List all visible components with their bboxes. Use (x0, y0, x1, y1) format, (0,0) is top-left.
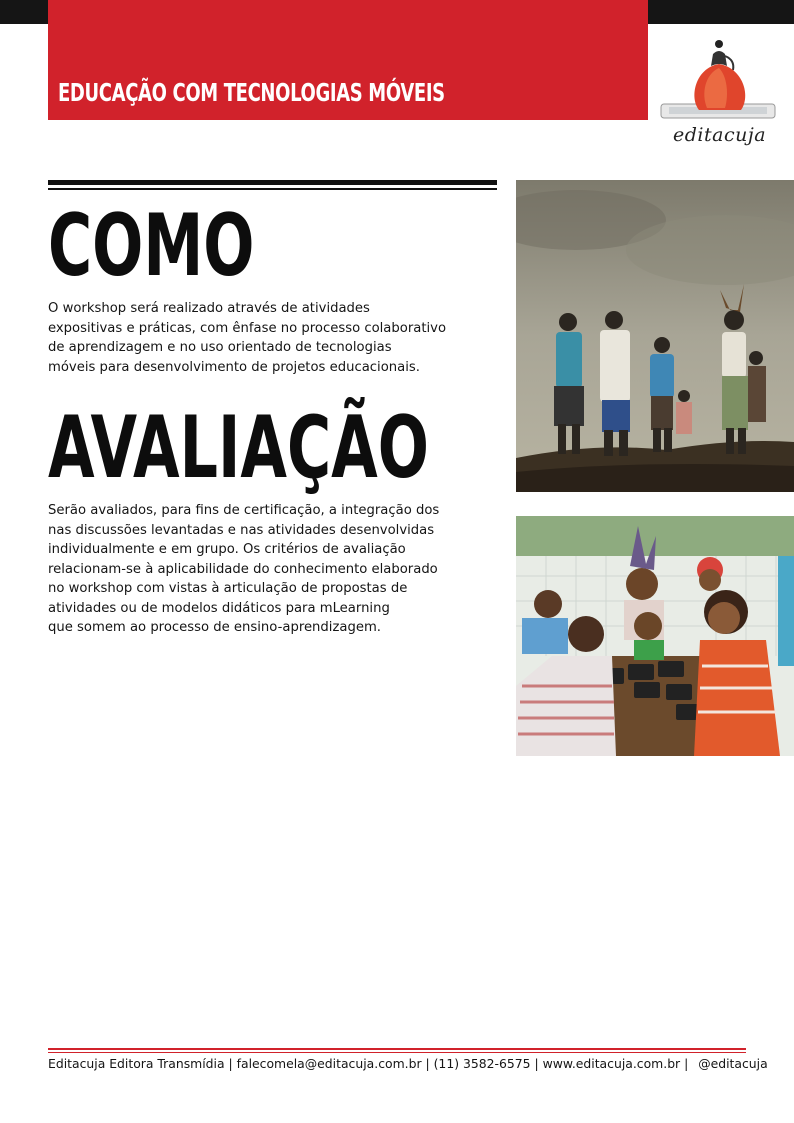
paragraph-line: que somem ao processo de ensino-aprendizagem. (48, 620, 381, 635)
footer-rule-thin (48, 1052, 746, 1053)
twitter-handle[interactable]: @editacuja (698, 1056, 768, 1071)
top-black-bar-left (0, 0, 48, 24)
heading-avaliacao: AVALIAÇÃO (48, 398, 429, 498)
paragraph-line: expositivas e práticas, com ênfase no processo colaborativo (48, 320, 447, 336)
paragraph-line: relacionam-se à aplicabilidade do conhecimento elaborado (48, 561, 438, 577)
top-black-bar-right (648, 0, 794, 24)
paragraph-line: no workshop com vistas à articulação de propostas de (48, 581, 408, 596)
paragraph-line: atividades ou de modelos didáticos para mLearning (48, 600, 390, 616)
footer-contact-text: Editacuja Editora Transmídia | falecomela@editacuja.com.br | (11) 3582-6575 | www.editacuja.com.br | (48, 1056, 693, 1071)
paragraph-line: O workshop será realizado através de atividades (48, 301, 370, 316)
paragraph-line: nas discussões levantadas e nas atividades desenvolvidas (48, 522, 435, 538)
paragraph-line: de aprendizagem e no uso orientado de tecnologias (48, 340, 392, 355)
paragraph-line: móveis para desenvolvimento de projetos educacionais. (48, 359, 420, 375)
header-banner (48, 0, 648, 120)
section-rule-thin (48, 188, 497, 190)
heading-como: COMO (48, 196, 255, 296)
footer (48, 1056, 768, 1071)
footer-rule (48, 1048, 746, 1050)
paragraph-line: Serão avaliados, para fins de certificação, a integração dos (48, 503, 440, 518)
photo-children-on-hill (516, 180, 794, 492)
paragraph-como (48, 299, 458, 377)
paragraph-line: individualmente e em grupo. Os critérios de avaliação (48, 542, 406, 557)
page-title: EDUCAÇÃO COM TECNOLOGIAS MÓVEIS (58, 78, 445, 107)
logo-wordmark: editacuja (673, 124, 767, 146)
paragraph-avaliacao (48, 501, 458, 638)
photo-children-with-tablets (516, 516, 794, 756)
section-rule-thick (48, 180, 497, 185)
